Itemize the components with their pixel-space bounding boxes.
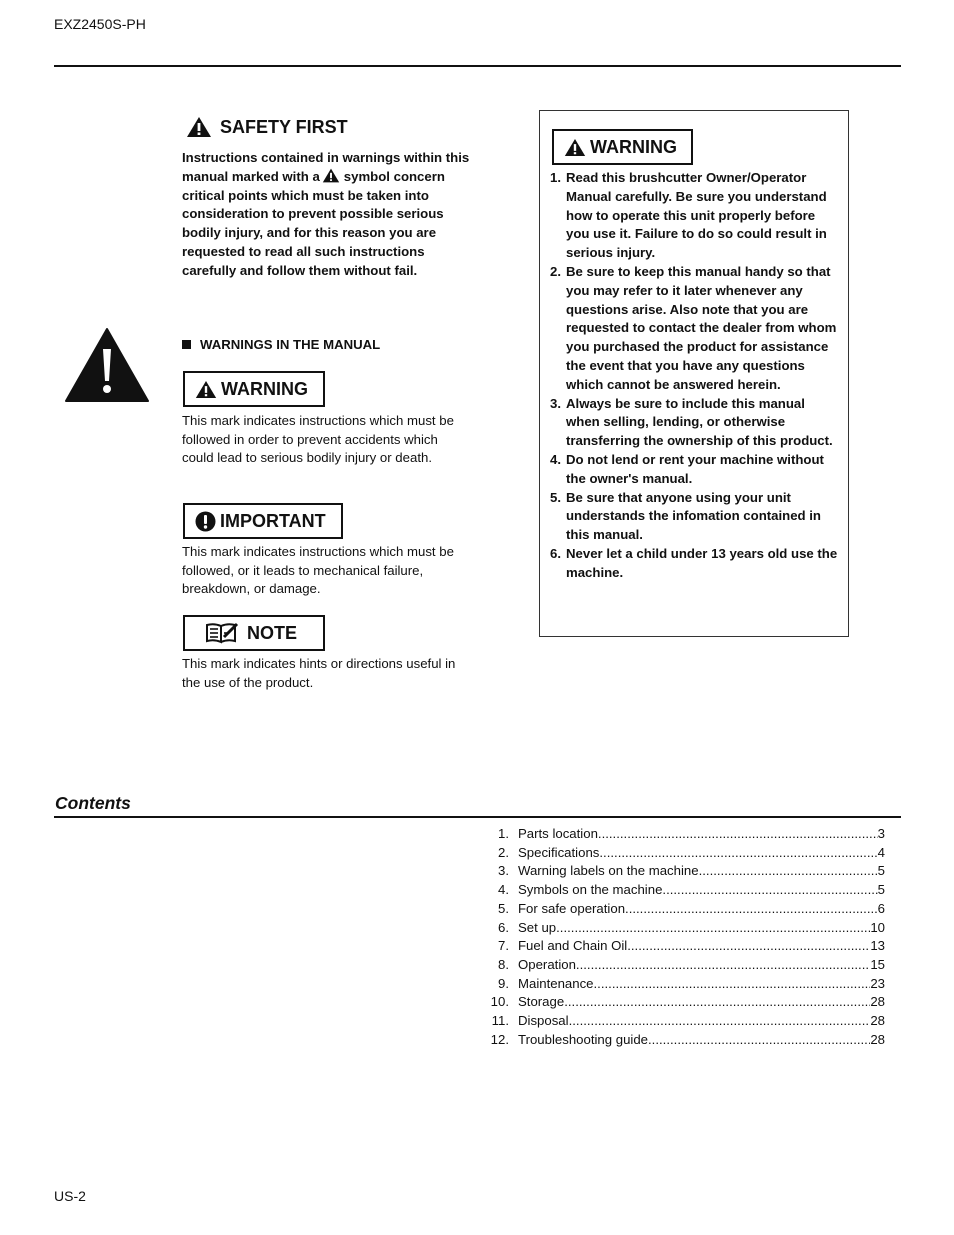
list-number: 5. bbox=[550, 489, 561, 505]
list-text: Never let a child under 13 years old use the machine. bbox=[566, 545, 838, 580]
table-of-contents bbox=[480, 825, 885, 1049]
toc-title: Fuel and Chain Oil bbox=[518, 938, 628, 954]
toc-item[interactable] bbox=[480, 900, 885, 919]
important-description: This mark indicates instructions which must be followed, or it leads to mechanical failure, breakdown, or damage. bbox=[182, 544, 454, 597]
toc-number: 9. bbox=[498, 975, 509, 991]
contents-heading: Contents bbox=[55, 793, 131, 813]
toc-page: 3 bbox=[877, 826, 885, 841]
warning-triangle-icon bbox=[322, 168, 340, 183]
toc-leader bbox=[648, 1031, 870, 1050]
toc-item[interactable] bbox=[480, 862, 885, 881]
warning-list-item bbox=[550, 451, 842, 489]
square-bullet-icon bbox=[182, 340, 191, 349]
warning-triangle-icon bbox=[564, 138, 586, 157]
toc-page: 5 bbox=[877, 863, 885, 879]
toc-number: 11. bbox=[491, 1013, 509, 1029]
list-text: Do not lend or rent your machine without the owner's manual. bbox=[566, 451, 824, 486]
list-number: 1. bbox=[550, 170, 561, 185]
safety-first-title: SAFETY FIRST bbox=[220, 116, 348, 137]
toc-item[interactable] bbox=[480, 937, 885, 956]
note-description: This mark indicates hints or directions useful in the use of the product. bbox=[182, 656, 456, 690]
warnings-in-manual-heading bbox=[182, 337, 380, 352]
toc-leader bbox=[599, 844, 877, 863]
toc-item[interactable] bbox=[480, 881, 885, 900]
toc-item[interactable] bbox=[480, 1031, 885, 1050]
toc-leader bbox=[699, 862, 878, 881]
toc-leader bbox=[569, 1012, 871, 1031]
warning-triangle-icon bbox=[195, 380, 217, 399]
book-pencil-icon bbox=[205, 622, 239, 644]
important-label-text: IMPORTANT bbox=[220, 510, 326, 531]
toc-leader bbox=[556, 919, 870, 938]
warning-list bbox=[550, 169, 842, 583]
toc-leader bbox=[598, 825, 878, 844]
toc-item[interactable] bbox=[480, 844, 885, 863]
warning-box-label bbox=[552, 129, 693, 165]
list-text: Read this brushcutter Owner/Operator Manual carefully. Be sure you understand how to operate this unit properly before you use it. Failure to do so could result in serious injury. bbox=[566, 170, 827, 261]
toc-title: Operation bbox=[518, 956, 576, 972]
toc-page: 13 bbox=[870, 938, 885, 954]
list-text: Always be sure to include this manual when selling, lending, or otherwise transferring the ownership of this product. bbox=[566, 395, 833, 449]
warning-list-item bbox=[550, 489, 842, 545]
safety-first-text bbox=[182, 149, 472, 281]
toc-page: 4 bbox=[877, 844, 885, 860]
large-warning-triangle-icon bbox=[64, 327, 150, 403]
warning-list-item bbox=[550, 169, 842, 263]
toc-item[interactable] bbox=[480, 956, 885, 975]
toc-title: Symbols on the machine bbox=[518, 882, 663, 898]
toc-page: 28 bbox=[870, 1031, 885, 1047]
toc-page: 23 bbox=[870, 975, 885, 991]
toc-page: 5 bbox=[877, 882, 885, 898]
toc-title: Warning labels on the machine bbox=[518, 863, 699, 879]
list-text: Be sure to keep this manual handy so that you may refer to it later whenever any questions arise. Also note that you are requested to contact the dealer from whom you purchased the product for assistance the event that you have any questions which cannot be answered herein. bbox=[566, 263, 837, 392]
toc-leader bbox=[564, 993, 870, 1012]
model-number: EXZ2450S-PH bbox=[54, 16, 146, 32]
toc-item[interactable] bbox=[480, 1012, 885, 1031]
exclamation-circle-icon bbox=[195, 511, 216, 532]
toc-number: 5. bbox=[498, 900, 509, 916]
warnings-in-manual-title: WARNINGS IN THE MANUAL bbox=[200, 337, 381, 352]
warning-label-text: WARNING bbox=[221, 378, 308, 399]
toc-item[interactable] bbox=[480, 975, 885, 994]
toc-leader bbox=[594, 975, 871, 994]
toc-title: For safe operation bbox=[518, 900, 626, 916]
toc-page: 10 bbox=[870, 919, 885, 935]
toc-number: 2. bbox=[498, 844, 509, 860]
note-label-box bbox=[183, 615, 325, 651]
safety-text-part1: Instructions contained in warnings within this manual marked with a bbox=[182, 150, 470, 184]
toc-page: 28 bbox=[870, 1013, 885, 1029]
list-number: 4. bbox=[550, 451, 561, 467]
warning-box-label-text: WARNING bbox=[590, 136, 677, 157]
toc-page: 6 bbox=[877, 900, 885, 916]
header-divider bbox=[54, 65, 901, 67]
toc-number: 8. bbox=[498, 956, 509, 972]
toc-number: 12. bbox=[490, 1031, 509, 1047]
toc-title: Troubleshooting guide bbox=[518, 1031, 649, 1047]
list-number: 2. bbox=[550, 263, 561, 279]
toc-page: 28 bbox=[870, 994, 885, 1010]
page-number: US-2 bbox=[54, 1188, 86, 1204]
toc-item[interactable] bbox=[480, 919, 885, 938]
warning-list-item bbox=[550, 545, 842, 583]
warning-triangle-icon bbox=[186, 116, 212, 138]
toc-title: Parts location bbox=[518, 826, 598, 841]
toc-leader bbox=[576, 956, 870, 975]
contents-divider bbox=[54, 816, 901, 818]
safety-text-part2: symbol concern critical points which must be taken into consideration to prevent possible serious bodily injury, and for this reason you are requested to read all such instructions carefully and follow them without fail. bbox=[182, 168, 445, 278]
toc-item[interactable] bbox=[480, 825, 885, 844]
toc-number: 3. bbox=[498, 863, 509, 879]
toc-number: 1. bbox=[498, 826, 509, 841]
toc-number: 4. bbox=[498, 882, 509, 898]
toc-leader bbox=[627, 937, 870, 956]
toc-number: 10. bbox=[490, 994, 509, 1010]
warning-label-box bbox=[183, 371, 325, 407]
toc-item[interactable] bbox=[480, 993, 885, 1012]
toc-page: 15 bbox=[870, 956, 885, 972]
warning-list-item bbox=[550, 395, 842, 451]
toc-title: Maintenance bbox=[518, 975, 594, 991]
note-label-text: NOTE bbox=[247, 622, 298, 643]
toc-title: Set up bbox=[518, 919, 557, 935]
toc-title: Specifications bbox=[518, 844, 600, 860]
toc-leader bbox=[662, 881, 877, 900]
list-text: Be sure that anyone using your unit understands the infomation contained in this manual. bbox=[566, 489, 821, 543]
toc-number: 6. bbox=[498, 919, 509, 935]
warning-box bbox=[539, 110, 849, 637]
important-label-box bbox=[183, 503, 343, 539]
safety-first-heading bbox=[186, 116, 348, 138]
list-number: 3. bbox=[550, 395, 561, 411]
toc-leader bbox=[625, 900, 878, 919]
list-number: 6. bbox=[550, 545, 561, 561]
toc-title: Storage bbox=[518, 994, 565, 1010]
warning-list-item bbox=[550, 263, 842, 395]
warning-description: This mark indicates instructions which must be followed in order to prevent accidents which could lead to serious bodily injury or death. bbox=[182, 413, 454, 466]
toc-number: 7. bbox=[498, 938, 509, 954]
toc-title: Disposal bbox=[518, 1013, 569, 1029]
